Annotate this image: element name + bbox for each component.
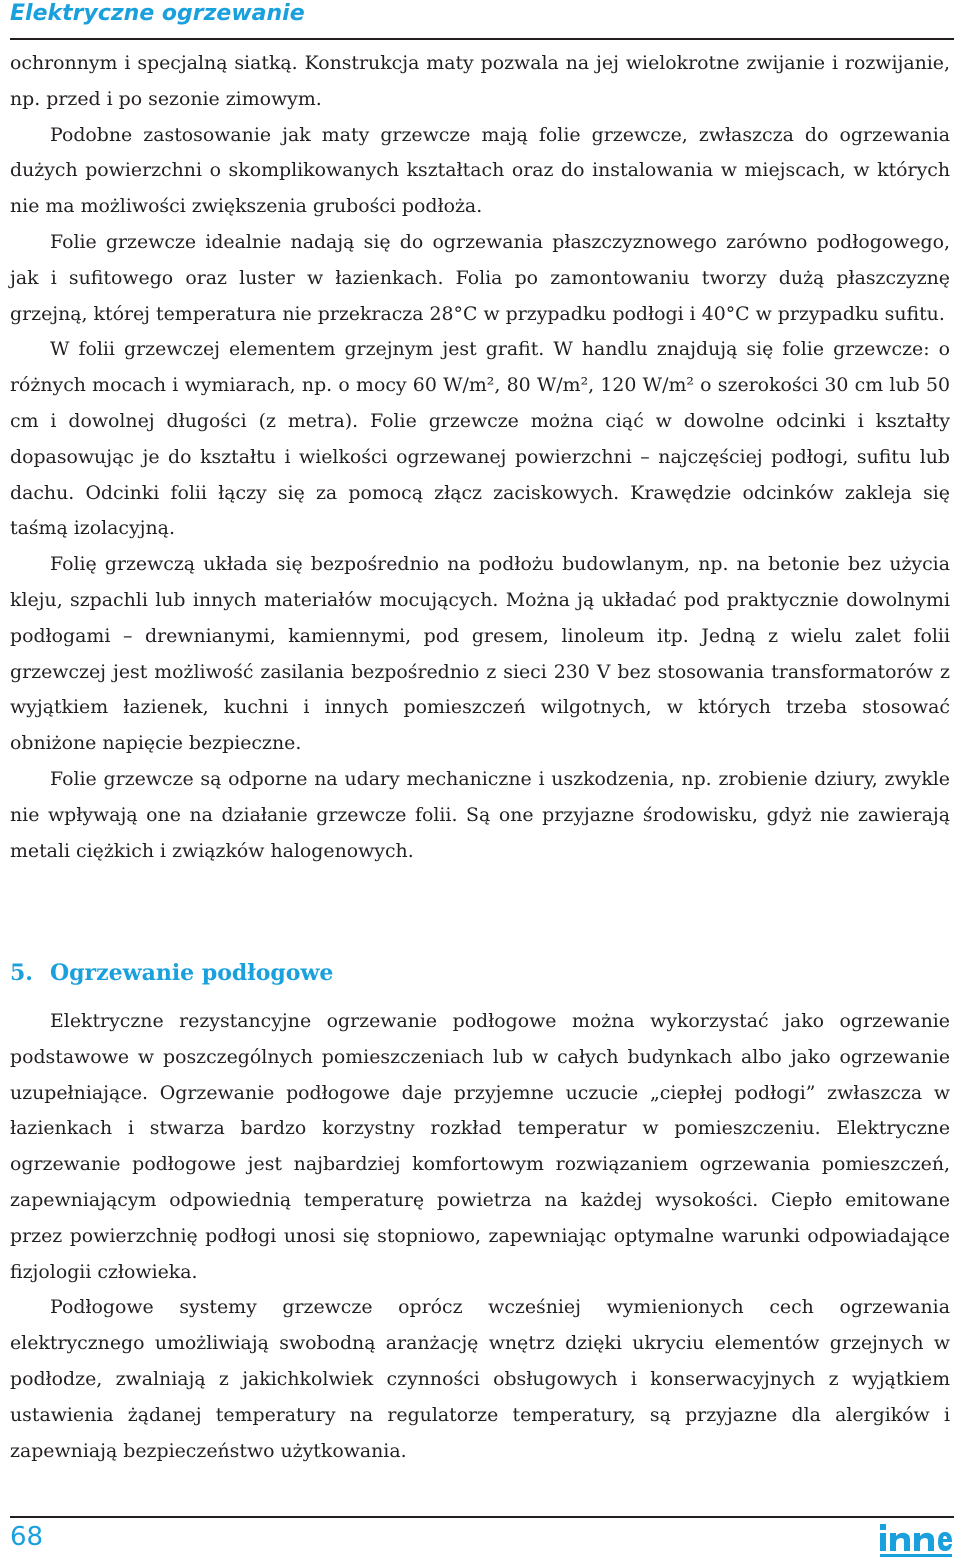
paragraph: Elektryczne rezystancyjne ogrzewanie podłogowe można wykorzystać jako ogrzewanie podstawowe w poszczególnych pomieszczeniach lub w całych budynkach albo jako ogrzewanie uzupełniające. Ogrzewanie podłogowe daje przyjemne uczucie „ciepłej podłogi” zwłaszcza w łazienkach i stwarza bardzo korzystny rozkład temperatur w pomieszczeniu. Elektryczne ogrzewanie podłogowe jest najbardziej komfortowym rozwiązaniem ogrzewania pomieszczeń, zapewniającym odpowiednią temperaturę powietrza na każdej wysokości. Ciepło emitowane przez powierzchnię podłogi unosi się stopniowo, zapewniając optymalne warunki odpowiadające fizjologii człowieka.: [10, 1010, 950, 1283]
publisher-logo-icon: [878, 1520, 952, 1560]
section-number: 5.: [10, 960, 33, 986]
paragraph: Podłogowe systemy grzewcze oprócz wcześniej wymienionych cech ogrzewania elektrycznego umożliwiają swobodną aranżację wnętrz dzięki ukryciu elementów grzejnych w podłodze, zwalniają z jakichkolwiek czynności obsługowych i konserwacyjnych z wyjątkiem ustawienia żądanej temperatury na regulatorze temperatury, są przyjazne dla alergików i zapewniają bezpieczeństwo użytkowania.: [10, 1296, 950, 1462]
footer-divider: [10, 1516, 954, 1518]
running-header-title: Elektryczne ogrzewanie: [10, 1, 305, 26]
header-divider: [10, 38, 954, 40]
paragraph: ochronnym i specjalną siatką. Konstrukcja maty pozwala na jej wielokrotne zwijanie i rozwijanie, np. przed i po sezonie zimowym.: [10, 52, 950, 110]
paragraph: Folie grzewcze są odporne na udary mechaniczne i uszkodzenia, np. zrobienie dziury, zwykle nie wpływają one na działanie grzewcze folii. Są one przyjazne środowisku, gdyż nie zawierają metali ciężkich i związków halogenowych.: [10, 767, 950, 862]
paragraph: Folię grzewczą układa się bezpośrednio na podłożu budowlanym, np. na betonie bez użycia kleju, szpachli lub innych materiałów mocujących. Można ją układać pod praktycznie dowolnymi podłogami – drewnianymi, kamiennymi, pod gresem, linoleum itp. Jedną z wielu zalet folii grzewczej jest możliwość zasilania bezpośrednio z sieci 230 V bez stosowania transformatorów z wyjątkiem łazienek, kuchni i innych pomieszczeń wilgotnych, w których trzeba stosować obniżone napięcie bezpieczne.: [10, 553, 950, 755]
section-heading: [10, 960, 333, 986]
paragraph: Podobne zastosowanie jak maty grzewcze mają folie grzewcze, zwłaszcza do ogrzewania dużych powierzchni o skomplikowanych kształtach oraz do instalowania w miejscach, w których nie ma możliwości zwiększenia grubości podłoża.: [10, 123, 950, 218]
body-text-bottom: [10, 1004, 950, 1469]
paragraph: Folie grzewcze idealnie nadają się do ogrzewania płaszczyznowego zarówno podłogowego, jak i sufitowego oraz luster w łazienkach. Folia po zamontowaniu tworzy dużą płaszczyznę grzejną, której temperatura nie przekracza 28°C w przypadku podłogi i 40°C w przypadku sufitu.: [10, 230, 950, 325]
page-number: 68: [10, 1522, 44, 1552]
section-title: Ogrzewanie podłogowe: [50, 960, 334, 986]
paragraph: W folii grzewczej elementem grzejnym jest grafit. W handlu znajdują się folie grzewcze: o różnych mocach i wymiarach, np. o mocy 60 W/m², 80 W/m², 120 W/m² o szerokości 30 cm lub 50 cm i dowolnej długości (z metra). Folie grzewcze można ciąć w dowolne odcinki i kształty dopasowując je do kształtu i wielkości ogrzewanej powierzchni – najczęściej podłogi, sufitu lub dachu. Odcinki folii łączy się za pomocą złącz zaciskowych. Krawędzie odcinków zakleja się taśmą izolacyjną.: [10, 338, 950, 540]
body-text-top: [10, 46, 950, 869]
